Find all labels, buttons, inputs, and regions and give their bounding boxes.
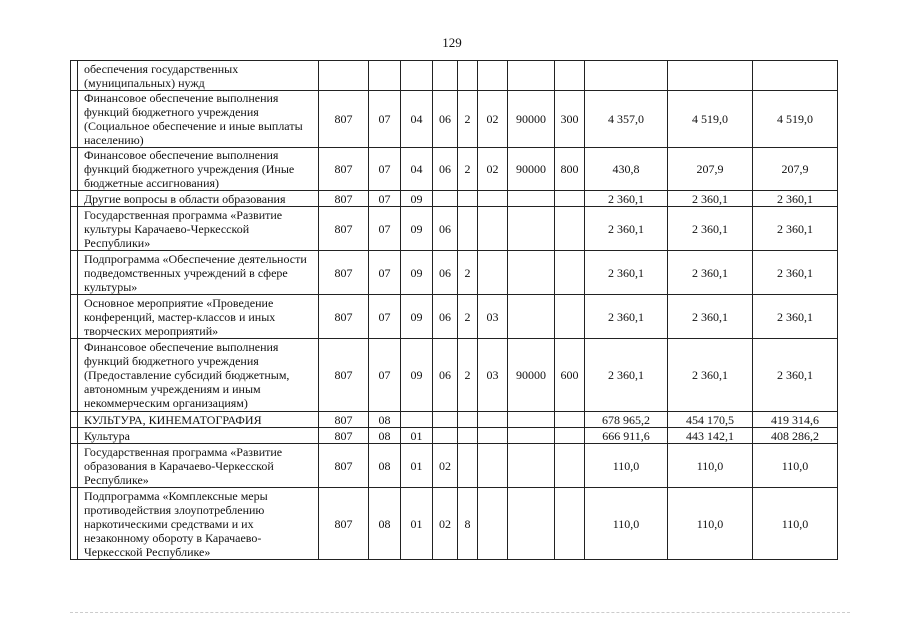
amount-year3-cell: 408 286,2 [753, 428, 838, 444]
subsection-cell [401, 61, 433, 91]
grbs-cell: 807 [319, 488, 369, 560]
subprogram-cell [458, 444, 478, 488]
expense-type-cell: 600 [555, 339, 585, 412]
subprogram-cell [458, 412, 478, 428]
grbs-cell: 807 [319, 207, 369, 251]
row-number-cell [71, 61, 78, 91]
amount-year3-cell: 2 360,1 [753, 339, 838, 412]
direction-cell [508, 251, 555, 295]
direction-cell [508, 412, 555, 428]
grbs-cell: 807 [319, 339, 369, 412]
amount-year3-cell: 419 314,6 [753, 412, 838, 428]
subprogram-cell: 8 [458, 488, 478, 560]
amount-year2-cell: 110,0 [668, 488, 753, 560]
amount-year2-cell: 454 170,5 [668, 412, 753, 428]
table-row [71, 428, 838, 444]
event-cell [478, 191, 508, 207]
page-bottom-edge [70, 612, 850, 613]
program-cell: 02 [433, 444, 458, 488]
event-cell [478, 251, 508, 295]
amount-year3-cell [753, 61, 838, 91]
subsection-cell [401, 412, 433, 428]
amount-year1-cell: 2 360,1 [585, 191, 668, 207]
amount-year2-cell: 2 360,1 [668, 251, 753, 295]
row-number-cell [71, 207, 78, 251]
event-cell: 02 [478, 148, 508, 191]
section-cell: 08 [369, 428, 401, 444]
subprogram-cell: 2 [458, 91, 478, 148]
amount-year3-cell: 2 360,1 [753, 295, 838, 339]
subsection-cell: 04 [401, 148, 433, 191]
amount-year3-cell: 2 360,1 [753, 251, 838, 295]
row-number-cell [71, 91, 78, 148]
section-cell: 07 [369, 295, 401, 339]
amount-year2-cell: 110,0 [668, 444, 753, 488]
program-cell [433, 191, 458, 207]
item-name-cell: Культура [78, 428, 319, 444]
program-cell: 06 [433, 251, 458, 295]
subprogram-cell [458, 61, 478, 91]
section-cell [369, 61, 401, 91]
expense-type-cell [555, 207, 585, 251]
direction-cell: 90000 [508, 91, 555, 148]
expense-type-cell [555, 251, 585, 295]
subsection-cell: 09 [401, 207, 433, 251]
table-row [71, 191, 838, 207]
program-cell: 06 [433, 207, 458, 251]
subprogram-cell: 2 [458, 251, 478, 295]
section-cell: 07 [369, 91, 401, 148]
subsection-cell: 09 [401, 339, 433, 412]
program-cell [433, 61, 458, 91]
subsection-cell: 01 [401, 488, 433, 560]
amount-year3-cell: 207,9 [753, 148, 838, 191]
direction-cell: 90000 [508, 339, 555, 412]
section-cell: 08 [369, 444, 401, 488]
grbs-cell [319, 61, 369, 91]
item-name-cell: Другие вопросы в области образования [78, 191, 319, 207]
item-name-cell: Финансовое обеспечение выполнения функций бюджетного учреждения (Иные бюджетные ассигнования) [78, 148, 319, 191]
event-cell [478, 61, 508, 91]
direction-cell [508, 295, 555, 339]
expense-type-cell: 300 [555, 91, 585, 148]
table-row [71, 295, 838, 339]
row-number-cell [71, 295, 78, 339]
program-cell: 06 [433, 339, 458, 412]
direction-cell [508, 488, 555, 560]
amount-year2-cell: 443 142,1 [668, 428, 753, 444]
table-row [71, 61, 838, 91]
budget-table [70, 60, 838, 560]
grbs-cell: 807 [319, 295, 369, 339]
table-row [71, 444, 838, 488]
amount-year1-cell: 666 911,6 [585, 428, 668, 444]
amount-year3-cell: 2 360,1 [753, 191, 838, 207]
page-number: 129 [442, 35, 462, 50]
direction-cell [508, 191, 555, 207]
section-cell: 07 [369, 339, 401, 412]
amount-year1-cell: 2 360,1 [585, 251, 668, 295]
subsection-cell: 01 [401, 428, 433, 444]
amount-year3-cell: 4 519,0 [753, 91, 838, 148]
row-number-cell [71, 488, 78, 560]
amount-year2-cell: 207,9 [668, 148, 753, 191]
subprogram-cell: 2 [458, 339, 478, 412]
event-cell [478, 207, 508, 251]
amount-year1-cell: 110,0 [585, 488, 668, 560]
subsection-cell: 09 [401, 295, 433, 339]
row-number-cell [71, 444, 78, 488]
amount-year3-cell: 110,0 [753, 488, 838, 560]
expense-type-cell [555, 295, 585, 339]
grbs-cell: 807 [319, 444, 369, 488]
section-cell: 07 [369, 251, 401, 295]
subprogram-cell [458, 207, 478, 251]
event-cell: 02 [478, 91, 508, 148]
section-cell: 07 [369, 191, 401, 207]
expense-type-cell [555, 428, 585, 444]
program-cell: 06 [433, 91, 458, 148]
grbs-cell: 807 [319, 191, 369, 207]
grbs-cell: 807 [319, 412, 369, 428]
amount-year1-cell: 2 360,1 [585, 339, 668, 412]
expense-type-cell [555, 488, 585, 560]
amount-year1-cell: 430,8 [585, 148, 668, 191]
table-row [71, 207, 838, 251]
row-number-cell [71, 412, 78, 428]
expense-type-cell [555, 444, 585, 488]
program-cell: 06 [433, 148, 458, 191]
program-cell [433, 428, 458, 444]
item-name-cell: Финансовое обеспечение выполнения функций бюджетного учреждения (Предоставление субсидий бюджетным, автономным учреждениям и иным некоммерческим организациям) [78, 339, 319, 412]
direction-cell [508, 428, 555, 444]
amount-year1-cell: 4 357,0 [585, 91, 668, 148]
amount-year2-cell: 2 360,1 [668, 207, 753, 251]
amount-year1-cell: 110,0 [585, 444, 668, 488]
expense-type-cell [555, 191, 585, 207]
program-cell: 06 [433, 295, 458, 339]
amount-year1-cell: 2 360,1 [585, 207, 668, 251]
section-cell: 07 [369, 207, 401, 251]
amount-year2-cell: 2 360,1 [668, 339, 753, 412]
table-row [71, 339, 838, 412]
subprogram-cell: 2 [458, 295, 478, 339]
table-row [71, 91, 838, 148]
amount-year2-cell: 2 360,1 [668, 295, 753, 339]
amount-year3-cell: 110,0 [753, 444, 838, 488]
event-cell: 03 [478, 339, 508, 412]
subprogram-cell: 2 [458, 148, 478, 191]
row-number-cell [71, 191, 78, 207]
subsection-cell: 09 [401, 191, 433, 207]
direction-cell: 90000 [508, 148, 555, 191]
expense-type-cell [555, 412, 585, 428]
grbs-cell: 807 [319, 428, 369, 444]
row-number-cell [71, 428, 78, 444]
amount-year2-cell: 4 519,0 [668, 91, 753, 148]
amount-year2-cell [668, 61, 753, 91]
event-cell [478, 444, 508, 488]
table-row [71, 412, 838, 428]
event-cell: 03 [478, 295, 508, 339]
section-cell: 08 [369, 488, 401, 560]
subsection-cell: 01 [401, 444, 433, 488]
table-row [71, 488, 838, 560]
expense-type-cell [555, 61, 585, 91]
grbs-cell: 807 [319, 148, 369, 191]
direction-cell [508, 207, 555, 251]
amount-year1-cell: 678 965,2 [585, 412, 668, 428]
item-name-cell: обеспечения государственных (муниципальных) нужд [78, 61, 319, 91]
program-cell: 02 [433, 488, 458, 560]
item-name-cell: Государственная программа «Развитие культуры Карачаево-Черкесской Республики» [78, 207, 319, 251]
section-cell: 08 [369, 412, 401, 428]
direction-cell [508, 61, 555, 91]
subsection-cell: 04 [401, 91, 433, 148]
item-name-cell: Подпрограмма «Обеспечение деятельности подведомственных учреждений в сфере культуры» [78, 251, 319, 295]
grbs-cell: 807 [319, 251, 369, 295]
row-number-cell [71, 339, 78, 412]
amount-year1-cell [585, 61, 668, 91]
amount-year3-cell: 2 360,1 [753, 207, 838, 251]
amount-year2-cell: 2 360,1 [668, 191, 753, 207]
row-number-cell [71, 251, 78, 295]
program-cell [433, 412, 458, 428]
subsection-cell: 09 [401, 251, 433, 295]
event-cell [478, 488, 508, 560]
item-name-cell: КУЛЬТУРА, КИНЕМАТОГРАФИЯ [78, 412, 319, 428]
direction-cell [508, 444, 555, 488]
amount-year1-cell: 2 360,1 [585, 295, 668, 339]
table-row [71, 148, 838, 191]
item-name-cell: Основное мероприятие «Проведение конференций, мастер-классов и иных творческих мероприятий» [78, 295, 319, 339]
table-row [71, 251, 838, 295]
item-name-cell: Подпрограмма «Комплексные меры противодействия злоупотреблению наркотическими средствами и их незаконному обороту в Карачаево-Черкесской Республике» [78, 488, 319, 560]
expense-type-cell: 800 [555, 148, 585, 191]
item-name-cell: Государственная программа «Развитие образования в Карачаево-Черкесской Республике» [78, 444, 319, 488]
event-cell [478, 412, 508, 428]
subprogram-cell [458, 191, 478, 207]
row-number-cell [71, 148, 78, 191]
grbs-cell: 807 [319, 91, 369, 148]
section-cell: 07 [369, 148, 401, 191]
subprogram-cell [458, 428, 478, 444]
item-name-cell: Финансовое обеспечение выполнения функций бюджетного учреждения (Социальное обеспечение и иные выплаты населению) [78, 91, 319, 148]
event-cell [478, 428, 508, 444]
